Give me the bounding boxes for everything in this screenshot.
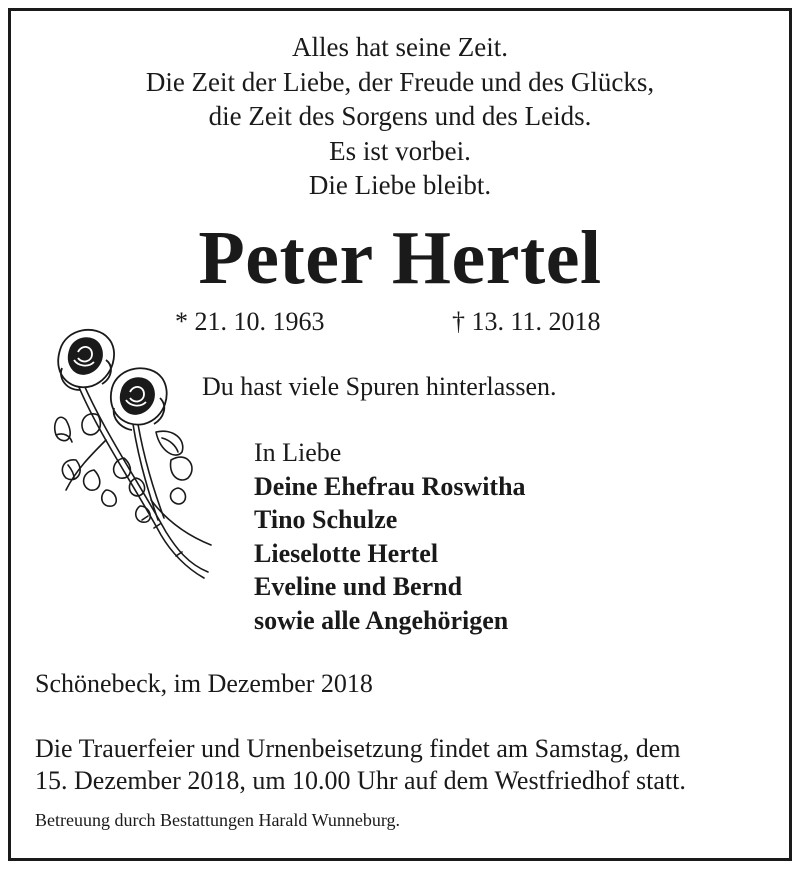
mourner-name: Eveline und Bernd — [254, 572, 463, 602]
death-date: † 13. 11. 2018 — [452, 307, 601, 336]
mourner-name: Tino Schulze — [254, 505, 398, 535]
ceremony-line: Die Trauerfeier und Urnenbeisetzung findet am Samstag, dem — [35, 734, 681, 763]
mourners-intro: In Liebe — [254, 438, 342, 467]
undertaker-note: Betreuung durch Bestattungen Harald Wunneburg. — [35, 810, 401, 830]
mourner-name: Deine Ehefrau Roswitha — [254, 471, 526, 501]
tribute-line: Du hast viele Spuren hinterlassen. — [202, 372, 557, 401]
motto-verse — [0, 30, 800, 203]
birth-date: * 21. 10. 1963 — [175, 307, 325, 336]
motto-line: Es ist vorbei. — [329, 135, 471, 166]
place-date: Schönebeck, im Dezember 2018 — [35, 669, 373, 698]
motto-line: Alles hat seine Zeit. — [292, 32, 508, 62]
mourner-name: sowie alle Angehörigen — [254, 605, 509, 635]
ceremony-notice — [35, 733, 775, 797]
mourner-name: Lieselotte Hertel — [254, 538, 439, 568]
motto-line: Die Zeit der Liebe, der Freude und des Glücks, — [145, 66, 655, 97]
motto-line: Die Liebe bleibt. — [308, 170, 492, 200]
rose-icon — [36, 320, 216, 582]
mourners-block — [254, 436, 526, 638]
deceased-name: Peter Hertel — [198, 216, 602, 300]
motto-line: die Zeit des Sorgens und des Leids. — [208, 101, 592, 131]
ceremony-line: 15. Dezember 2018, um 10.00 Uhr auf dem Westfriedhof statt. — [35, 766, 686, 795]
